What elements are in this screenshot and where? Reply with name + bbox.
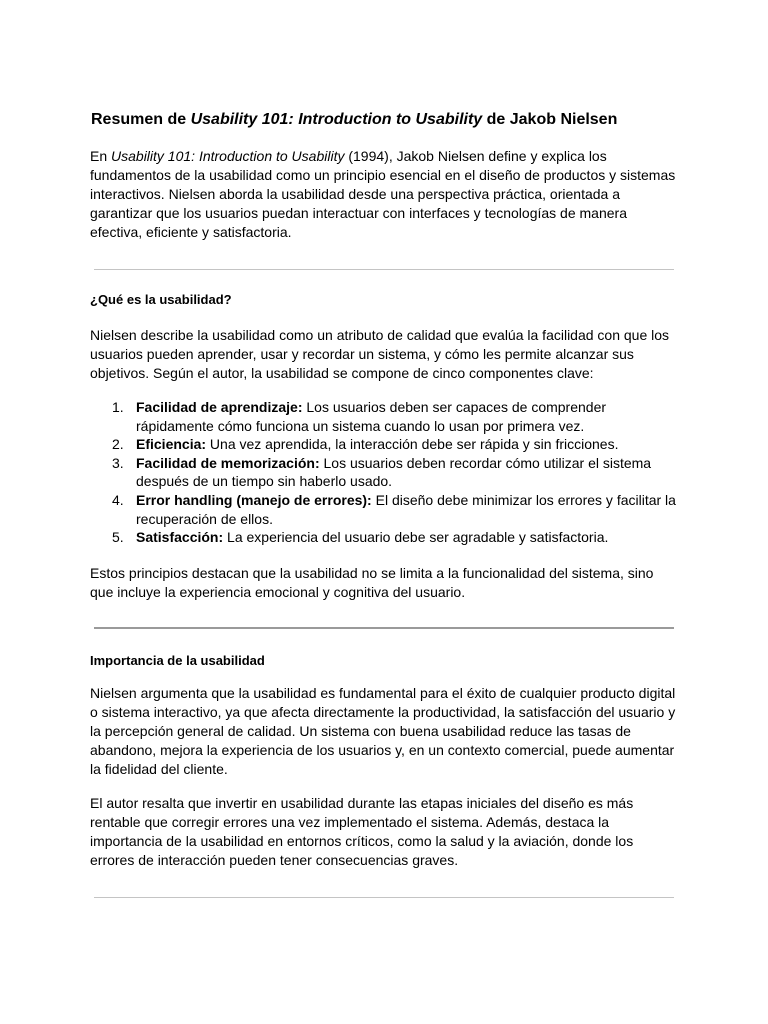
intro-book: Usability 101: Introduction to Usability xyxy=(111,148,345,164)
section2-paragraph-2: El autor resalta que invertir en usabilidad durante las etapas iniciales del diseño es más rentable que corregir errores una vez implementado el sistema. Además, destaca la importancia de la usabilidad en entornos críticos, como la salud y la aviación, donde los errores de interacción pueden tener consecuencias graves. xyxy=(90,795,634,868)
list-item-number: 3. xyxy=(112,454,124,471)
list-item-term: Satisfacción: xyxy=(136,529,224,546)
section1-paragraph: Nielsen describe la usabilidad como un atributo de calidad que evalúa la facilidad con que los usuarios pueden aprender, usar y recordar un sistema, y cómo les permite alcanzar sus objetivos. Según el autor, la usabilidad se compone de cinco componentes clave: xyxy=(90,327,670,381)
list-item-number: 5. xyxy=(112,529,124,546)
list-item-number: 1. xyxy=(112,399,124,415)
list-item-number: 2. xyxy=(112,436,124,453)
list-item xyxy=(90,398,680,435)
list-item-term: Facilidad de aprendizaje: xyxy=(136,399,303,415)
list-item-text: Una vez aprendida, la interacción debe ser rápida y sin fricciones. xyxy=(206,436,619,453)
section2-heading: Importancia de la usabilidad xyxy=(90,653,265,668)
divider-2 xyxy=(94,627,674,629)
section1-heading: ¿Qué es la usabilidad? xyxy=(90,292,232,307)
title-suffix: de Jakob Nielsen xyxy=(482,111,618,128)
list-item-text: La experiencia del usuario debe ser agradable y satisfactoria. xyxy=(223,529,609,546)
divider-1 xyxy=(94,269,674,270)
list-item-text: Los usuarios deben ser capaces de comprender rápidamente cómo funciona un sistema cuando lo usan por primera vez. xyxy=(136,399,607,434)
divider-3 xyxy=(94,897,674,898)
document-title xyxy=(91,109,617,131)
section2-paragraph-1: Nielsen argumenta que la usabilidad es fundamental para el éxito de cualquier producto digital o sistema interactivo, ya que afecta directamente la productividad, la satisfacción del usuario y la percepción general de calidad. Un sistema con buena usabilidad reduce las tasas de abandono, mejora la experiencia de los usuarios y, en un contexto comercial, puede aumentar la fidelidad del cliente. xyxy=(90,685,676,777)
components-list xyxy=(90,398,680,547)
list-item xyxy=(90,528,680,547)
intro-paragraph xyxy=(90,147,680,242)
list-item xyxy=(90,491,680,528)
intro-prefix: En xyxy=(90,148,112,164)
intro-rest: (1994), Jakob Nielsen define y explica los fundamentos de la usabilidad como un principio esencial en el diseño de productos y sistemas interactivos. Nielsen aborda la usabilidad desde una perspectiva práctica, orientada a garantizar que los usuarios puedan interactuar con interfaces y tecnologías de manera efectiva, eficiente y satisfactoria. xyxy=(90,148,676,240)
title-prefix: Resumen de xyxy=(91,111,191,128)
list-item-term: Eficiencia: xyxy=(136,436,207,453)
list-item xyxy=(90,454,680,491)
list-item-term: Error handling (manejo de errores): xyxy=(136,491,372,508)
list-item-number: 4. xyxy=(112,491,124,508)
list-item xyxy=(90,435,680,454)
list-item-text: Los usuarios deben recordar cómo utilizar el sistema después de un tiempo sin haberlo usado. xyxy=(136,454,652,490)
list-item-text: El diseño debe minimizar los errores y facilitar la recuperación de ellos. xyxy=(136,491,676,527)
section1-closing: Estos principios destacan que la usabilidad no se limita a la funcionalidad del sistema, sino que incluye la experiencia emocional y cognitiva del usuario. xyxy=(90,565,654,600)
title-book: Usability 101: Introduction to Usability xyxy=(190,111,483,128)
list-item-term: Facilidad de memorización: xyxy=(136,454,320,471)
